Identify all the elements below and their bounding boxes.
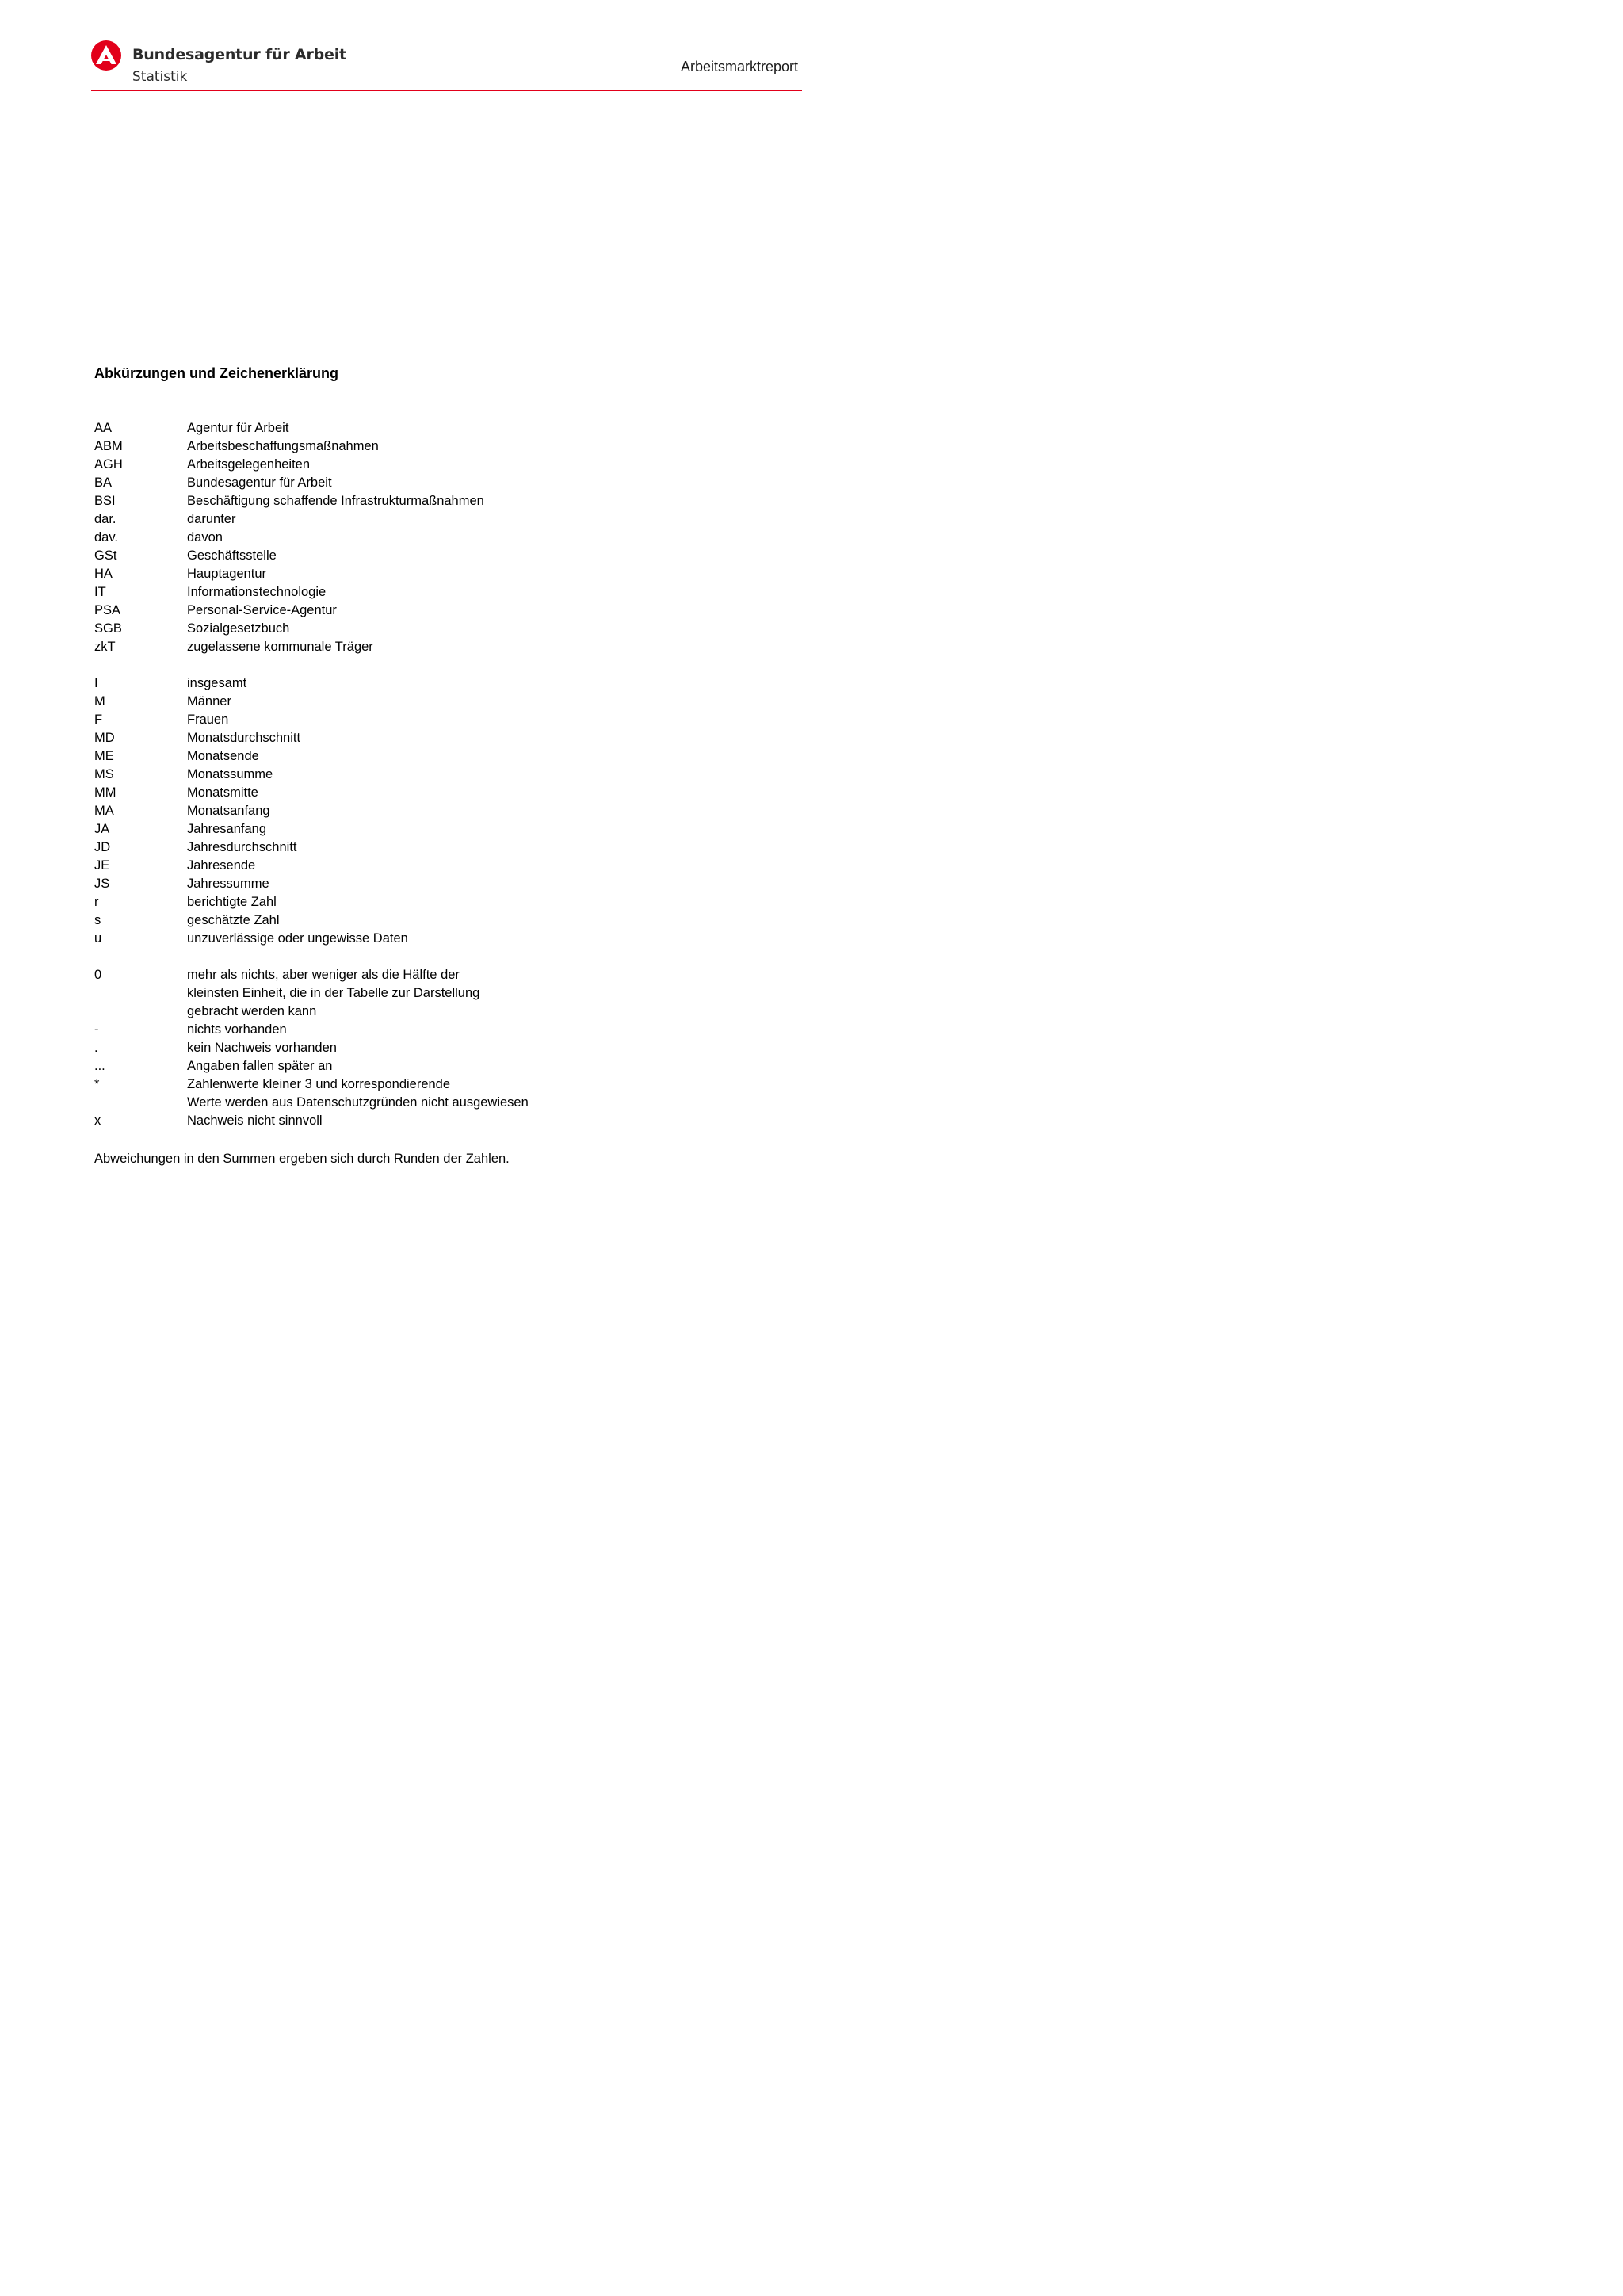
abbreviation-row <box>94 419 586 437</box>
abbreviation-row <box>94 583 586 602</box>
abbreviation-key: MD <box>94 731 115 745</box>
abbreviation-row <box>94 839 586 857</box>
abbreviation-row <box>94 1094 586 1112</box>
abbreviation-key: JE <box>94 858 110 873</box>
footnote: Abweichungen in den Summen ergeben sich durch Runden der Zahlen. <box>94 1152 510 1166</box>
abbreviation-key-empty <box>94 1003 187 1021</box>
abbreviation-meaning: berichtigte Zahl <box>187 895 277 909</box>
abbreviation-meaning: Monatsende <box>187 749 259 763</box>
abbreviation-key: HA <box>94 567 113 581</box>
abbreviation-key: x <box>94 1114 101 1128</box>
abbreviation-row <box>94 984 586 1003</box>
abbreviation-key: u <box>94 931 102 946</box>
abbreviation-meaning: Zahlenwerte kleiner 3 und korrespondierende <box>187 1077 451 1091</box>
abbreviation-meaning: Frauen <box>187 712 229 727</box>
abbreviation-meaning: kleinsten Einheit, die in der Tabelle zur Darstellung <box>187 986 480 1000</box>
abbreviation-meaning: Monatsanfang <box>187 804 270 818</box>
abbreviation-meaning: Bundesagentur für Arbeit <box>187 476 332 490</box>
abbreviation-row <box>94 456 586 474</box>
abbreviation-meaning: insgesamt <box>187 676 247 690</box>
abbreviation-key: F <box>94 712 103 727</box>
abbreviation-row <box>94 802 586 820</box>
abbreviation-meaning: Beschäftigung schaffende Infrastrukturmaßnahmen <box>187 494 484 508</box>
abbreviation-row <box>94 911 586 930</box>
abbreviation-meaning: geschätzte Zahl <box>187 913 280 927</box>
abbreviation-meaning: Personal-Service-Agentur <box>187 603 337 617</box>
abbreviation-row <box>94 693 586 711</box>
abbreviation-meaning: Monatsdurchschnitt <box>187 731 301 745</box>
abbreviation-row <box>94 638 586 656</box>
abbreviation-meaning: Informationstechnologie <box>187 585 327 599</box>
abbreviation-meaning: Jahresanfang <box>187 822 266 836</box>
abbreviation-row <box>94 930 586 948</box>
abbreviation-meaning: Arbeitsbeschaffungsmaßnahmen <box>187 439 379 453</box>
abbreviation-meaning: unzuverlässige oder ungewisse Daten <box>187 931 408 946</box>
abbreviation-row <box>94 1021 586 1039</box>
group-spacer <box>94 948 586 966</box>
group-spacer <box>94 656 586 674</box>
abbreviation-meaning: Monatssumme <box>187 767 273 781</box>
abbreviation-row <box>94 1003 586 1021</box>
abbreviation-list <box>94 419 586 1130</box>
abbreviation-key-empty <box>94 984 187 1003</box>
abbreviation-meaning: Agentur für Arbeit <box>187 421 289 435</box>
abbreviation-key: SGB <box>94 621 122 636</box>
abbreviation-meaning: zugelassene kommunale Träger <box>187 640 373 654</box>
abbreviation-meaning: Hauptagentur <box>187 567 266 581</box>
abbreviation-row <box>94 1057 586 1075</box>
abbreviation-meaning: Arbeitsgelegenheiten <box>187 457 311 472</box>
abbreviation-meaning: Nachweis nicht sinnvoll <box>187 1114 323 1128</box>
abbreviation-row <box>94 474 586 492</box>
abbreviation-key-empty <box>94 1094 187 1112</box>
abbreviation-key: MM <box>94 785 116 800</box>
abbreviation-row <box>94 529 586 547</box>
abbreviation-row <box>94 893 586 911</box>
abbreviation-meaning: Geschäftsstelle <box>187 548 277 563</box>
abbreviation-row <box>94 766 586 784</box>
abbreviation-meaning: Sozialgesetzbuch <box>187 621 290 636</box>
abbreviation-row <box>94 510 586 529</box>
abbreviation-key: JA <box>94 822 110 836</box>
abbreviation-key: . <box>94 1041 98 1055</box>
abbreviation-meaning: Monatsmitte <box>187 785 258 800</box>
abbreviation-meaning: kein Nachweis vorhanden <box>187 1041 337 1055</box>
abbreviation-row <box>94 747 586 766</box>
abbreviation-meaning: Jahresdurchschnitt <box>187 840 297 854</box>
abbreviation-key: BSI <box>94 494 116 508</box>
abbreviation-row <box>94 966 586 984</box>
abbreviation-key: ... <box>94 1059 105 1073</box>
abbreviation-meaning: Angaben fallen später an <box>187 1059 333 1073</box>
org-subtitle: Statistik <box>132 69 188 85</box>
abbreviation-meaning: darunter <box>187 512 236 526</box>
abbreviation-key: zkT <box>94 640 116 654</box>
abbreviation-row <box>94 620 586 638</box>
abbreviation-row <box>94 1039 586 1057</box>
abbreviation-key: dar. <box>94 512 116 526</box>
abbreviation-meaning: nichts vorhanden <box>187 1022 287 1037</box>
abbreviation-key: GSt <box>94 548 117 563</box>
abbreviation-key: ABM <box>94 439 123 453</box>
abbreviation-key: AGH <box>94 457 123 472</box>
abbreviation-row <box>94 1075 586 1094</box>
abbreviation-row <box>94 729 586 747</box>
abbreviation-row <box>94 820 586 839</box>
abbreviation-key: MA <box>94 804 114 818</box>
abbreviation-key: MS <box>94 767 114 781</box>
abbreviation-key: I <box>94 676 98 690</box>
abbreviation-meaning: Männer <box>187 694 231 709</box>
abbreviation-key: 0 <box>94 968 102 982</box>
abbreviation-row <box>94 875 586 893</box>
abbreviation-row <box>94 1112 586 1130</box>
header-divider <box>91 90 802 91</box>
page-title: Abkürzungen und Zeichenerklärung <box>94 365 339 381</box>
abbreviation-row <box>94 437 586 456</box>
ba-logo-icon <box>90 40 122 71</box>
abbreviation-row <box>94 857 586 875</box>
abbreviation-key: JS <box>94 877 110 891</box>
abbreviation-key: M <box>94 694 105 709</box>
report-label: Arbeitsmarktreport <box>680 59 798 74</box>
abbreviation-meaning: Werte werden aus Datenschutzgründen nicht ausgewiesen <box>187 1095 529 1110</box>
abbreviation-meaning: gebracht werden kann <box>187 1004 317 1018</box>
abbreviation-row <box>94 602 586 620</box>
abbreviation-key: s <box>94 913 101 927</box>
abbreviation-key: PSA <box>94 603 121 617</box>
abbreviation-key: BA <box>94 476 113 490</box>
abbreviation-meaning: Jahresende <box>187 858 256 873</box>
abbreviation-meaning: mehr als nichts, aber weniger als die Hälfte der <box>187 968 460 982</box>
abbreviation-meaning: davon <box>187 530 223 544</box>
abbreviation-row <box>94 674 586 693</box>
abbreviation-key: IT <box>94 585 106 599</box>
abbreviation-key: * <box>94 1077 100 1091</box>
abbreviation-row <box>94 565 586 583</box>
abbreviation-key: JD <box>94 840 111 854</box>
abbreviation-row <box>94 547 586 565</box>
abbreviation-key: r <box>94 895 99 909</box>
abbreviation-meaning: Jahressumme <box>187 877 269 891</box>
abbreviation-key: dav. <box>94 530 118 544</box>
abbreviation-row <box>94 784 586 802</box>
org-name: Bundesagentur für Arbeit <box>132 46 346 63</box>
abbreviation-key: AA <box>94 421 113 435</box>
abbreviation-row <box>94 492 586 510</box>
abbreviation-key: - <box>94 1022 99 1037</box>
abbreviation-key: ME <box>94 749 114 763</box>
abbreviation-row <box>94 711 586 729</box>
